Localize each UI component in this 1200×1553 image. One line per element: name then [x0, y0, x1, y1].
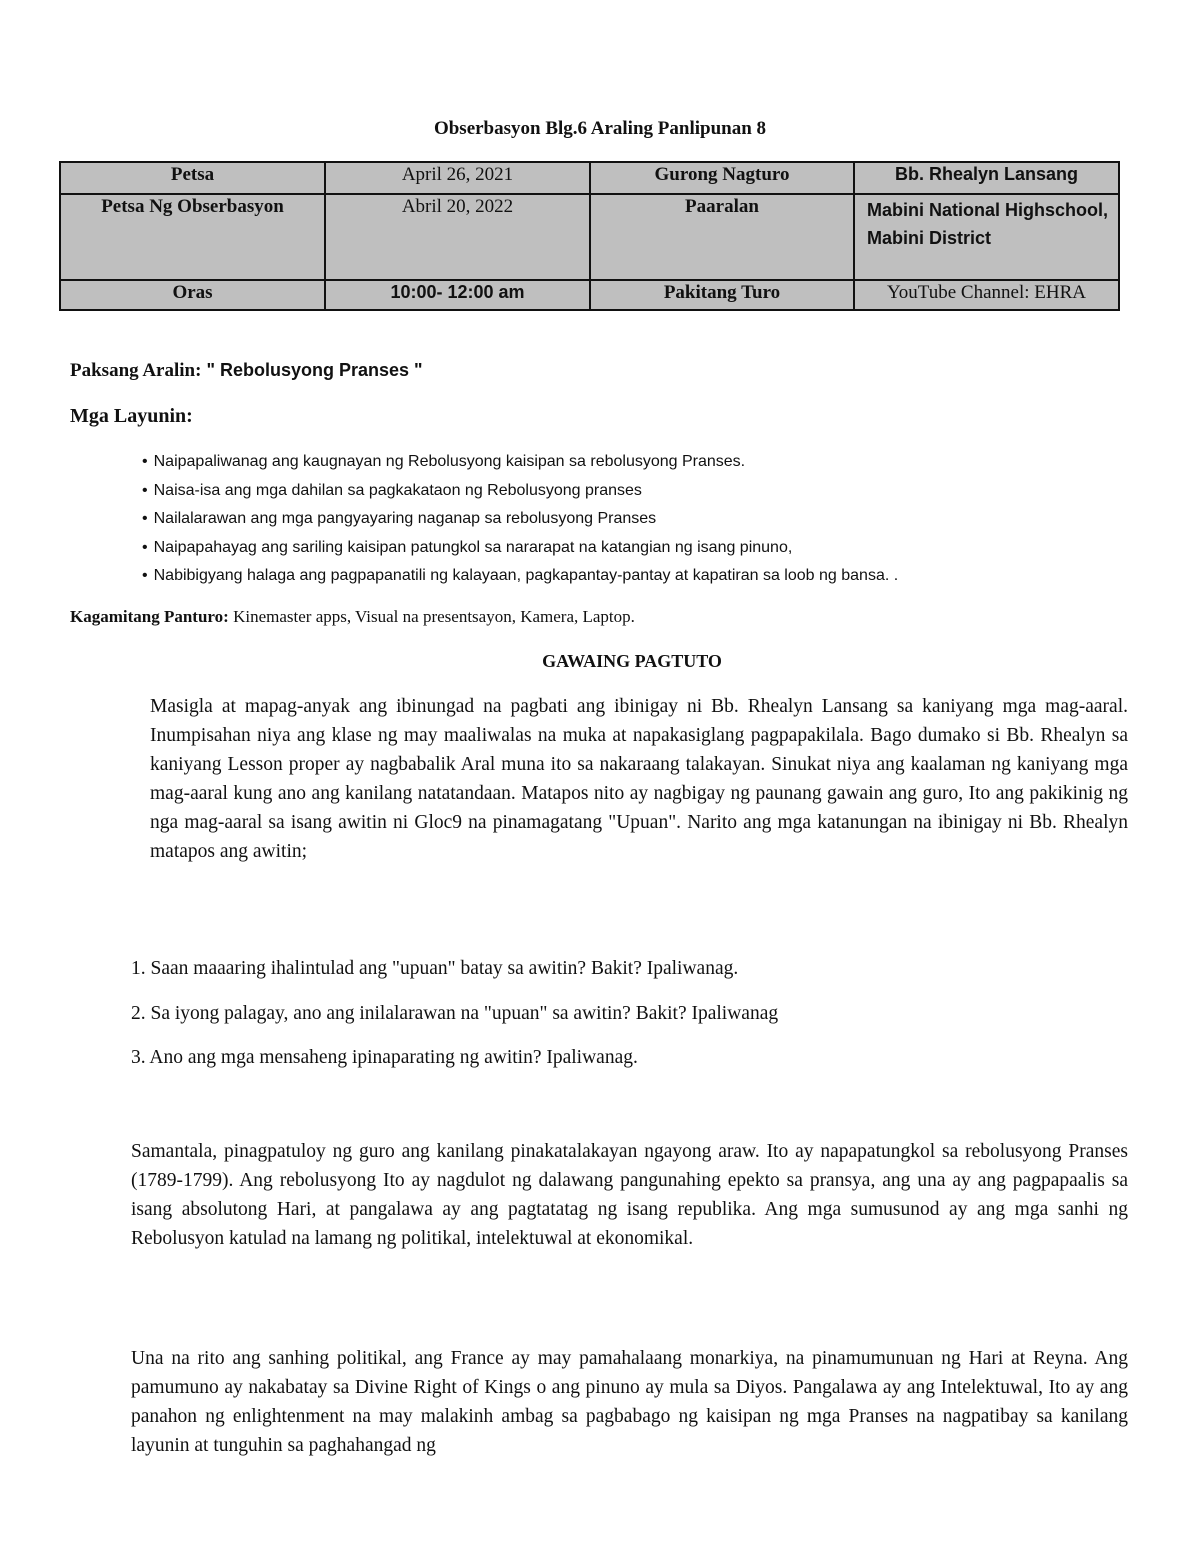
kagamitan-label: Kagamitang Panturo:	[70, 607, 229, 626]
petsa-label: Petsa	[60, 162, 325, 194]
table-row	[60, 162, 1119, 194]
kagamitang-panturo	[70, 607, 635, 627]
observation-info-table	[59, 161, 1120, 311]
section-title: GAWAING PAGTUTO	[542, 651, 722, 671]
list-item: • Nabibigyang halaga ang pagpapanatili ng kalayaan, pagkapantay-pantay at kapatiran sa loob ng bansa. .	[142, 562, 898, 591]
paragraph-3: Una na rito ang sanhing politikal, ang France ay may pamahalaang monarkiya, na pinamumunuan ng Hari at Reyna. Ang pamumuno ay nakabatay sa Divine Right of Kings o ang pinuno ay mula sa Diyos. Pangalawa ay ang Intelektuwal, Ito ay ang panahon ng enlightenment na may malakinh ambag sa pagbabago ng kaisipan ng mga Pranses na nagpatibay sa kanilang layunin at tunguhin sa paghahangad ng	[131, 1348, 1128, 1456]
list-item: • Naipapahayag ang sariling kaisipan patungkol sa nararapat na katangian ng isang pinuno,	[142, 534, 898, 563]
paaralan-value: Mabini National Highschool, Mabini District	[854, 194, 1119, 280]
kagamitan-value: Kinemaster apps, Visual na presentsayon, Kamera, Laptop.	[228, 607, 635, 626]
table-row	[60, 194, 1119, 280]
question-item: 2. Sa iyong palagay, ano ang inilalarawan na "upuan" sa awitin? Bakit? Ipaliwanag	[131, 1003, 779, 1024]
oras-value: 10:00- 12:00 am	[325, 280, 590, 310]
obserbasyon-value: Abril 20, 2022	[325, 194, 590, 280]
paragraph-2: Samantala, pinagpatuloy ng guro ang kanilang pinakatalakayan ngayong araw. Ito ay napapatungkol sa rebolusyong Pranses (1789-1799). Ang rebolusyong Ito ay nagdulot ng dalawang pangunahing epekto sa pransya, ang una ay ang pagpapaalis sa isang absolutong Hari, at pangalawa ay ang pagtatatag ng isang republika. Ang mga sumusunod ay ang mga sanhi ng Rebolusyon katulad na lamang ng politikal, intelektuwal at ekonomikal.	[131, 1141, 1128, 1249]
list-item: • Naisa-isa ang mga dahilan sa pagkakataon ng Rebolusyong pranses	[142, 477, 898, 506]
document-title: Obserbasyon Blg.6 Araling Panlipunan 8	[433, 118, 767, 139]
list-item: • Nailalarawan ang mga pangyayaring naganap sa rebolusyong Pranses	[142, 505, 898, 534]
table-row	[60, 280, 1119, 310]
question-item: 3. Ano ang mga mensaheng ipinaparating ng awitin? Ipaliwanag.	[131, 1047, 638, 1068]
paragraph-1: Masigla at mapag-anyak ang ibinungad na pagbati ang ibinigay ni Bb. Rhealyn Lansang sa kaniyang mga mag-aaral. Inumpisahan niya ang klase ng may maaliwalas na muka at napakasiglang pagpapakilala. Bago dumako si Bb. Rhealyn sa kaniyang Lesson proper ay nagbabalik Aral muna ito sa nakaraang talakayan. Sinukat niya ang kaalaman ng kaniyang mga mag-aaral kung ano ang kanilang natatandaan. Matapos nito ay nagbigay ng paunang gawain ang guro, Ito ang pakikinig ng nga mag-aaral sa isang awitin ni Gloc9 na pinamagatang "Upuan". Narito ang mga katanungan na ibinigay ni Bb. Rhealyn matapos ang awitin;	[150, 696, 1128, 862]
paksang-aralin	[70, 360, 423, 382]
pakitang-value: YouTube Channel: EHRA	[854, 280, 1119, 310]
paksa-value: " Rebolusyong Pranses "	[201, 360, 423, 380]
gurong-label: Gurong Nagturo	[590, 162, 854, 194]
layunin-heading: Mga Layunin:	[70, 405, 193, 427]
obserbasyon-label: Petsa Ng Obserbasyon	[60, 194, 325, 280]
petsa-value: April 26, 2021	[325, 162, 590, 194]
oras-label: Oras	[60, 280, 325, 310]
gurong-value: Bb. Rhealyn Lansang	[854, 162, 1119, 194]
paksa-label: Paksang Aralin:	[70, 360, 202, 381]
pakitang-label: Pakitang Turo	[590, 280, 854, 310]
question-item: 1. Saan maaaring ihalintulad ang "upuan" batay sa awitin? Bakit? Ipaliwanag.	[131, 958, 739, 979]
paaralan-label: Paaralan	[590, 194, 854, 280]
list-item: • Naipapaliwanag ang kaugnayan ng Rebolusyong kaisipan sa rebolusyong Pranses.	[142, 448, 898, 477]
objectives-list	[142, 448, 898, 591]
